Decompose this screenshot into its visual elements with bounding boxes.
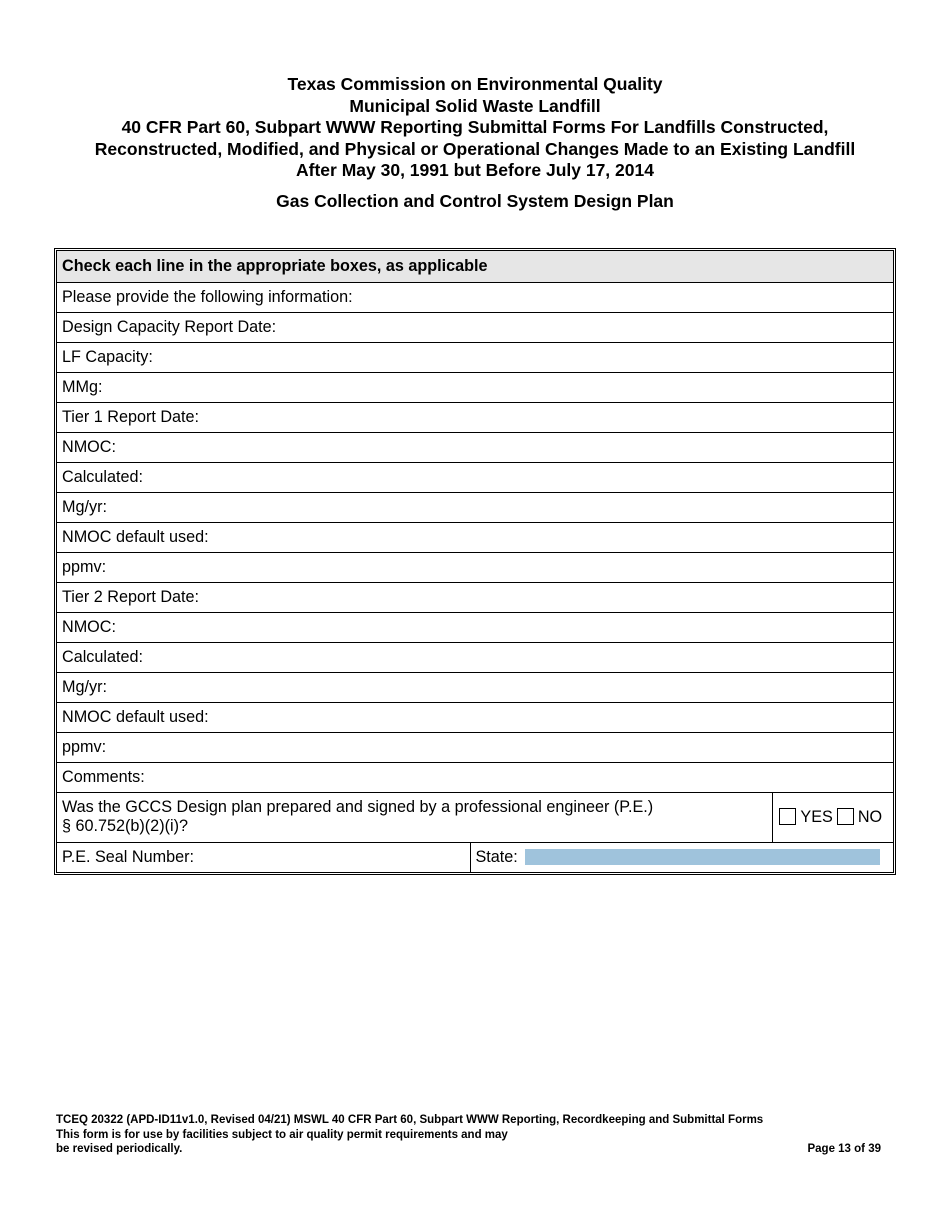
row-tier1-calculated[interactable]: Calculated:	[57, 462, 893, 492]
row-tier1-nmoc[interactable]: NMOC:	[57, 432, 893, 462]
footer-note-1: This form is for use by facilities subject to air quality permit requirements and may	[56, 1128, 508, 1141]
page-number: Page 13 of 39	[807, 1143, 881, 1155]
row-tier2-report-date[interactable]: Tier 2 Report Date:	[57, 582, 893, 612]
row-tier2-nmoc-default[interactable]: NMOC default used:	[57, 702, 893, 732]
footer-form-id: TCEQ 20322 (APD-ID11v1.0, Revised 04/21) MSWL 40 CFR Part 60, Subpart WWW Reporting, Recordkeeping and Submittal Forms	[56, 1114, 764, 1126]
no-label: NO	[857, 807, 883, 826]
document-header	[0, 74, 950, 212]
row-tier2-calculated[interactable]: Calculated:	[57, 642, 893, 672]
row-tier2-nmoc[interactable]: NMOC:	[57, 612, 893, 642]
pe-question-line2: § 60.752(b)(2)(i)?	[62, 817, 188, 835]
row-tier1-ppmv[interactable]: ppmv:	[57, 552, 893, 582]
form-heading: Check each line in the appropriate boxes, as applicable	[57, 251, 893, 282]
document-footer	[56, 1113, 881, 1157]
pe-answer-cell	[772, 792, 893, 842]
pe-question-line1: Was the GCCS Design plan prepared and signed by a professional engineer (P.E.)	[62, 798, 654, 816]
agency-title: Texas Commission on Environmental Quality	[287, 74, 663, 94]
form-subtitle: Gas Collection and Control System Design Plan	[276, 190, 674, 211]
row-mmg[interactable]: MMg:	[57, 372, 893, 402]
footer-note-2: be revised periodically.	[56, 1143, 183, 1155]
row-tier2-ppmv[interactable]: ppmv:	[57, 732, 893, 762]
row-lf-capacity[interactable]: LF Capacity:	[57, 342, 893, 372]
row-comments[interactable]: Comments:	[57, 762, 893, 792]
row-info-request[interactable]: Please provide the following information:	[57, 282, 893, 312]
gccs-design-plan-form	[54, 248, 896, 875]
pe-seal-number-field[interactable]: P.E. Seal Number:	[57, 842, 470, 872]
program-title: Municipal Solid Waste Landfill	[349, 95, 601, 116]
yes-label: YES	[800, 807, 833, 826]
regulation-title-2: Reconstructed, Modified, and Physical or Operational Changes Made to an Existing Landfill	[94, 138, 856, 159]
regulation-title-1: 40 CFR Part 60, Subpart WWW Reporting Submittal Forms For Landfills Constructed,	[121, 117, 829, 137]
regulation-title-3: After May 30, 1991 but Before July 17, 2014	[296, 160, 654, 180]
pe-question	[57, 792, 772, 842]
state-label: State:	[475, 847, 518, 866]
state-input[interactable]	[525, 849, 880, 865]
yes-checkbox[interactable]	[779, 808, 796, 825]
row-tier2-mg-yr[interactable]: Mg/yr:	[57, 672, 893, 702]
row-tier1-mg-yr[interactable]: Mg/yr:	[57, 492, 893, 522]
row-tier1-nmoc-default[interactable]: NMOC default used:	[57, 522, 893, 552]
row-design-capacity-report-date[interactable]: Design Capacity Report Date:	[57, 312, 893, 342]
no-checkbox[interactable]	[837, 808, 854, 825]
row-tier1-report-date[interactable]: Tier 1 Report Date:	[57, 402, 893, 432]
state-cell	[470, 842, 893, 872]
